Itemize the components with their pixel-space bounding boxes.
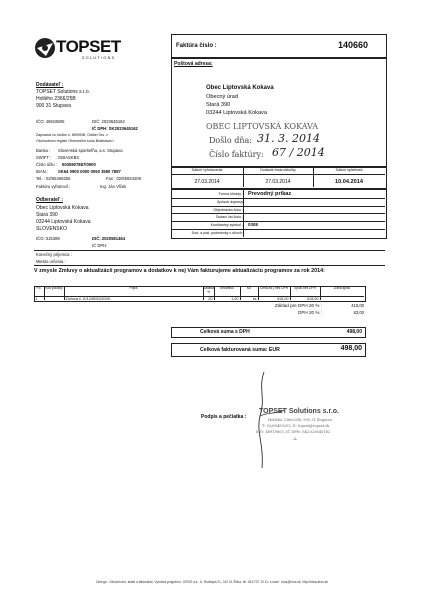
stamp-invoice-value: 67 / 2014 [272,146,325,159]
supplier-ico: IČO: 46919805 [36,119,65,124]
postal-city: 03244 Liptovská Kokava [206,110,267,116]
table-cell: 415,00 [276,297,289,301]
stamp-invoice-label: Číslo faktúry: [209,150,264,159]
customer-city: 03244 Liptovská Kokava [36,219,91,225]
customer-name: Obec Liptovská Kokava [36,205,89,211]
table-cell: ks [252,297,257,301]
invoiced-total-value: 498,00 [340,345,362,352]
company-stamp-line-2: T: 02/65459255, E: topset@topset.sk [262,424,330,428]
customer-street: Stará 390 [36,212,58,218]
vat-base-value: 415,00 [351,303,364,308]
payment-row-value: 0308 [248,222,258,228]
supplier-register-1: Zapísaná vo vložke č. 85999/B, Oddiel Sro. v [36,133,108,137]
table-header-cell: Popis [129,286,138,290]
table-header-cell: Množstvo [220,286,234,290]
issuer-value: Ing. Ján Vlček [100,184,127,189]
bank-value: Slovenská sporiteľňa, a.s. Stupava [58,148,123,153]
payment-row-label: Dod. a plat. podmienky v dňoch: [191,231,243,235]
total-with-vat-value: 498,00 [346,329,362,335]
account-label: Číslo účtu : [36,162,57,167]
table-cell: 1,00 [231,297,239,301]
supplier-fax: Fax : 02/65934209 [106,176,141,181]
customer-dic: DIČ: 2020581464 [92,236,126,241]
table-header-cell: MJ [246,286,252,290]
supplier-tel: Tel. : 02/65459255 [36,176,71,181]
swift-label: SWIFT : [36,155,52,160]
payment-row-label: Konštantný symbol : [210,223,243,228]
company-stamp-name: TOPSET Solutions s.r.o. [259,408,339,415]
date-delivery: 27.03.2014 [265,179,291,185]
account-value: 5035907887/0900 [62,162,96,167]
payment-row-divider [171,229,385,230]
supplier-label: Dodávateľ : [36,82,64,88]
supplier-icdph: IČ DPH: SK2023645162 [92,126,138,131]
received-stamp-title: OBEC LIPTOVSKÁ KOKAVA [206,122,319,131]
table-header-cell: Spolu bez DPH [294,286,316,290]
date-issue: 27.03.2014 [194,179,220,185]
date-header-delivery: Dodanie tovaru/služby [260,168,296,172]
invoiced-total-label: Celková fakturovaná suma: EUR [200,347,280,353]
payment-row-value: Prevodný príkaz [248,191,292,197]
payment-column-divider [243,189,244,237]
supplier-logo [34,36,144,62]
signature-mark [238,368,298,478]
vat-label: DPH 20 % : [298,310,322,315]
signature-label: Podpis a pečiatka : [201,414,247,420]
table-header-cell: Kód položky [45,286,63,290]
swift-value: GIBASKBX [58,155,80,160]
date-due: 10.04.2014 [335,179,363,185]
postal-office: Obecný úrad [206,94,239,100]
vat-value: 83,00 [353,310,364,315]
issuer-label: Faktúru vyhotovil : [36,184,70,189]
table-cell: 20 [208,297,213,301]
payment-row-label: Forma úhrady : [218,192,243,196]
invoice-number: 140660 [338,40,369,50]
customer-icdph: IČ DPH: [92,243,108,248]
vat-base-label: Základ pre DPH 20 % : [275,303,322,308]
supplier-name: TOPSET Solutions s.r.o. [36,89,91,95]
date-header-due: Dátum splatnosti [335,168,363,172]
postal-name: Obec Liptovská Kokava [206,85,274,91]
table-cell: 415,00 [306,297,319,301]
received-date-label: Došlo dňa: [209,136,252,145]
logo-text: TOPSET [56,37,121,56]
company-stamp-line-3: IČO: 46919805, IČ DPH: SK2023645162 [256,430,331,434]
postal-street: Stará 390 [206,102,231,108]
iban-label: IBAN : [36,169,49,174]
total-with-vat-label: Celková suma s DPH [200,329,250,335]
customer-ico: IČO: 315389 [36,236,60,241]
final-recipient-label: Konečný príjemca : [36,252,72,257]
supplier-city: 900 31 Stupava [36,103,72,109]
supplier-dic: DIČ: 2023645162 [92,119,125,124]
date-header-issue: Dátum vyhotovenia [191,168,223,172]
logo-subtext: SOLUTIONS [82,56,116,60]
bank-label: Banka : [36,148,51,153]
intro-text: V zmysle Zmluvy o aktualizácii programov a dodatkov k nej Vám fakturujeme aktualizáciu programov za rok 2014: [34,268,325,274]
table-header-cell: Zľava spolu [333,286,351,290]
payment-row-label: Spôsob dopravy [217,199,243,204]
invoice-label: Faktúra číslo : [176,43,217,49]
table-header-cell: P.č. [36,286,42,290]
customer-country: SLOVENSKO [36,226,67,232]
table-cell: Zmluva č. K/1249/02/2009 [65,297,110,301]
payment-row-label: Dodací list číslo : [215,215,243,220]
iban-value: SK64 0900 0000 0050 3590 7887 [58,169,121,174]
table-header-cell: Sadzba % [203,286,214,294]
place-label: Miesto určenia : [36,259,66,264]
received-date-value: 31. 3. 2014 [257,132,320,145]
payment-row-divider [171,206,385,207]
payment-row-divider [171,198,385,199]
company-stamp-line-1: Hollého 2366/25B, 900 31 Stupava [268,418,332,422]
table-cell: 1 [35,297,38,301]
payment-row-label: Objednávka číslo : [213,207,243,212]
table-header-cell: Cena za j. bez DPH [260,286,288,290]
supplier-street: Hollého 2366/25B [36,96,76,102]
footer-text: Omega - Účtovníctvo, sklad a fakturácia. Výrobca programu : KROS a.s., A. Rudnaya 21, 010 01 Žilina, tel. 041/707 10 11, e-mail : kros@kros.sk, http://www.kros.sk [96,580,328,584]
page-number: -1- [292,437,298,441]
supplier-register-2: Obchodnom registri Okresného súdu Bratislava I. [36,139,115,143]
topset-logo-icon [34,37,56,59]
payment-row-divider [171,221,385,222]
customer-label: Odberateľ : [36,197,63,203]
postal-label: Poštová adresa: [174,61,213,67]
payment-row-divider [171,213,385,214]
